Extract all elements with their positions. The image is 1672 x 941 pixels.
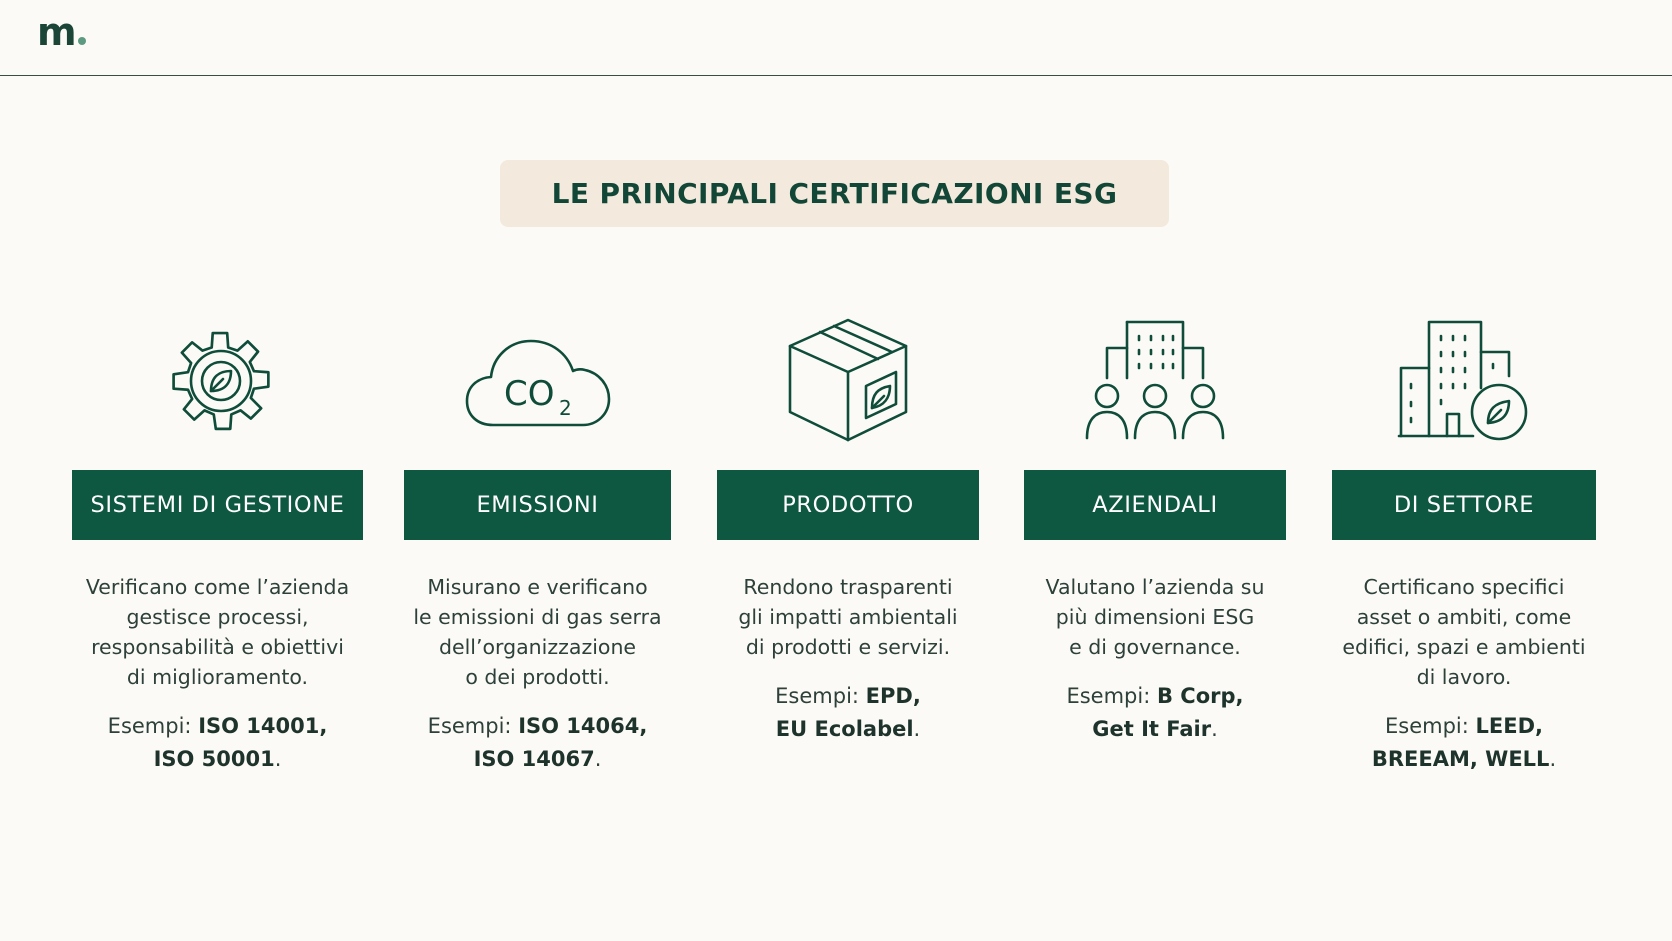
- example-1: EPD,: [865, 684, 921, 708]
- description: Certificano specifici asset o ambiti, come edifici, spazi e ambienti di lavoro.: [1342, 575, 1586, 689]
- logo-dot: [78, 37, 86, 45]
- example-2: BREEAM, WELL: [1371, 747, 1550, 771]
- description: Verificano come l’azienda gestisce processi, responsabilità e obiettivi di miglioramento.: [85, 575, 350, 689]
- gear-leaf-icon: [72, 310, 363, 450]
- label-di-settore: DI SETTORE: [1332, 470, 1596, 540]
- box-leaf-icon: [717, 310, 979, 450]
- co2-subscript: 2: [558, 396, 572, 420]
- examples: Esempi: EPD, EU Ecolabel.: [775, 684, 921, 741]
- label-sistemi-di-gestione: SISTEMI DI GESTIONE: [72, 470, 363, 540]
- example-2: ISO 14067: [473, 747, 595, 771]
- logo-text: m: [37, 10, 76, 54]
- examples: Esempi: LEED, BREEAM, WELL.: [1371, 714, 1557, 771]
- buildings-leaf-icon: [1332, 310, 1596, 450]
- label-aziendali: AZIENDALI: [1024, 470, 1286, 540]
- column-emissioni: [404, 310, 671, 776]
- column-sistemi-di-gestione: [72, 310, 363, 776]
- title-banner: [500, 160, 1169, 227]
- building-people-icon: [1024, 310, 1286, 450]
- description: Rendono trasparenti gli impatti ambientali di prodotti e servizi.: [738, 575, 958, 659]
- example-1: ISO 14064,: [518, 714, 648, 738]
- example-1: B Corp,: [1156, 684, 1244, 708]
- co2-cloud-icon: [404, 310, 671, 450]
- examples: Esempi: B Corp, Get It Fair.: [1066, 684, 1244, 741]
- label-prodotto: PRODOTTO: [717, 470, 979, 540]
- header: [0, 0, 1672, 76]
- examples: Esempi: ISO 14001, ISO 50001.: [107, 714, 328, 771]
- example-1: LEED,: [1475, 714, 1543, 738]
- label-emissioni: EMISSIONI: [404, 470, 671, 540]
- co2-text: CO: [503, 374, 555, 414]
- column-aziendali: [1024, 310, 1286, 746]
- logo[interactable]: [37, 10, 86, 54]
- example-2: ISO 50001: [153, 747, 275, 771]
- column-prodotto: [717, 310, 979, 746]
- description: Valutano l’azienda su più dimensioni ESG e di governance.: [1045, 575, 1265, 659]
- example-2: Get It Fair: [1092, 717, 1212, 741]
- example-2: EU Ecolabel: [775, 717, 914, 741]
- description: Misurano e verificano le emissioni di gas serra dell’organizzazione o dei prodotti.: [413, 575, 662, 689]
- example-1: ISO 14001,: [198, 714, 328, 738]
- column-di-settore: [1332, 310, 1596, 776]
- examples: Esempi: ISO 14064, ISO 14067.: [427, 714, 648, 771]
- page-title: LE PRINCIPALI CERTIFICAZIONI ESG: [551, 177, 1118, 210]
